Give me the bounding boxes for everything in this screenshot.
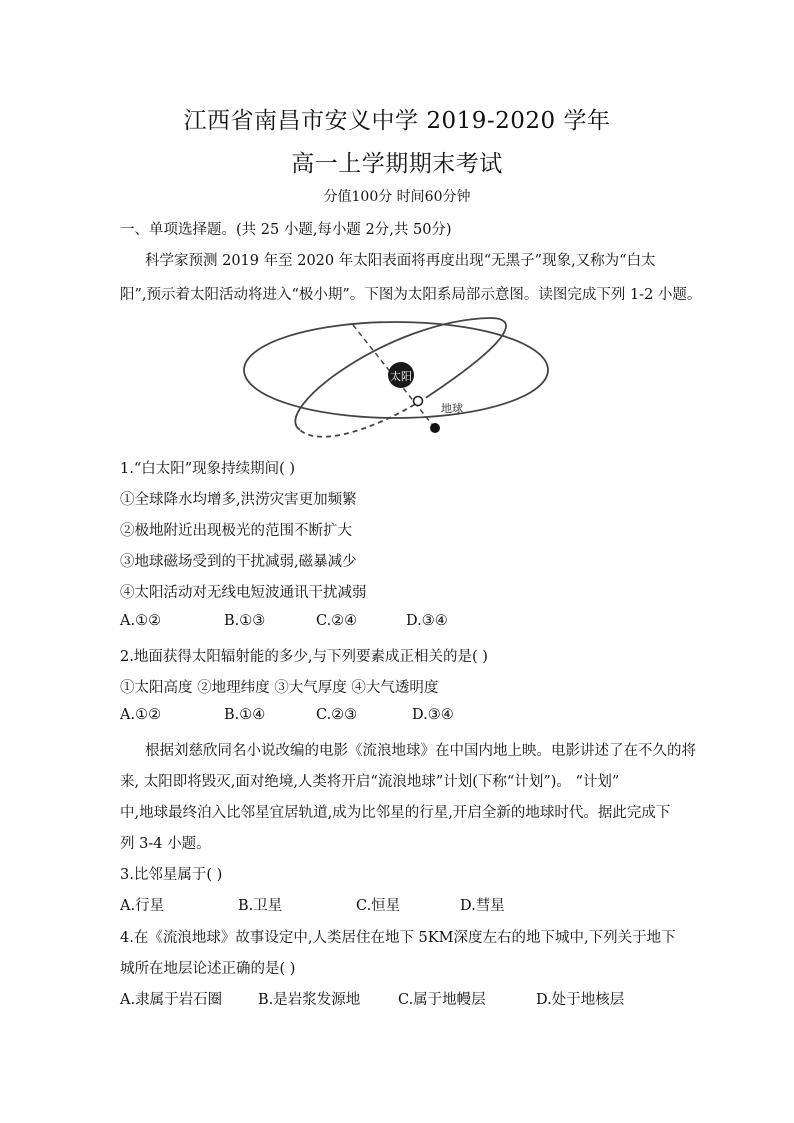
q1-option-b[interactable]: B.①③ (224, 613, 266, 629)
exam-meta: 分值100分 时间60分钟 (323, 189, 471, 205)
q1-stem: 1.“白太阳”现象持续期间( ) (120, 461, 296, 477)
q2-option-d[interactable]: D.③④ (412, 707, 454, 723)
solar-system-diagram (0, 0, 794, 460)
moon-icon (414, 397, 423, 406)
q4-option-d[interactable]: D.处于地核层 (536, 992, 625, 1008)
section-heading: 一、单项选择题。(共 25 小题,每小题 2分,共 50分) (120, 222, 452, 238)
q3-option-c[interactable]: C.恒星 (356, 898, 401, 914)
passage2-line1: 根据刘慈欣同名小说改编的电影《流浪地球》在中国内地上映。电影讲述了在不久的将 (145, 743, 696, 759)
q1-item-1: ①全球降水均增多,洪涝灾害更加频繁 (120, 492, 357, 508)
q1-item-3: ③地球磁场受到的干扰减弱,磁暴减少 (120, 554, 357, 570)
q2-option-c[interactable]: C.②③ (316, 707, 358, 723)
q3-option-d[interactable]: D.彗星 (460, 898, 505, 914)
q3-stem: 3.比邻星属于( ) (120, 867, 223, 883)
q4-option-a[interactable]: A.隶属于岩石圈 (120, 992, 223, 1008)
q4-option-b[interactable]: B.是岩浆发源地 (258, 992, 361, 1008)
q2-items: ①太阳高度 ②地理纬度 ③大气厚度 ④大气透明度 (120, 680, 439, 696)
passage2-line4: 列 3-4 小题。 (120, 836, 211, 852)
q3-option-a[interactable]: A.行星 (120, 898, 165, 914)
q2-option-b[interactable]: B.①④ (224, 707, 266, 723)
passage1-line1: 科学家预测 2019 年至 2020 年太阳表面将再度出现“无黑子”现象,又称为“白太 (145, 253, 656, 269)
q2-stem: 2.地面获得太阳辐射能的多少,与下列要素成正相关的是( ) (120, 649, 488, 665)
q2-option-a[interactable]: A.①② (120, 707, 162, 723)
document-title: 江西省南昌市安义中学 2019-2020 学年 (183, 108, 611, 134)
q1-item-4: ④太阳活动对无线电短波通讯干扰减弱 (120, 585, 367, 601)
q4-option-c[interactable]: C.属于地幔层 (398, 992, 486, 1008)
passage1-line2: 阳”,预示着太阳活动将进入“极小期”。下图为太阳系局部示意图。读图完成下列 1-2 小题。 (120, 287, 702, 303)
q1-option-d[interactable]: D.③④ (406, 613, 448, 629)
earth-icon (430, 423, 440, 433)
comet-orbit-dashed (300, 395, 430, 437)
q1-item-2: ②极地附近出现极光的范围不断扩大 (120, 523, 352, 539)
q4-stem-line2: 城所在地层论述正确的是( ) (120, 961, 296, 977)
q1-option-c[interactable]: C.②④ (316, 613, 358, 629)
q3-option-b[interactable]: B.卫星 (238, 898, 283, 914)
document-subtitle: 高一上学期期末考试 (291, 151, 503, 177)
earth-label: 地球 (441, 403, 463, 415)
q1-option-a[interactable]: A.①② (120, 613, 162, 629)
sun-label: 太阳 (390, 371, 412, 383)
passage2-line3: 中,地球最终泊入比邻星宜居轨道,成为比邻星的行星,开启全新的地球时代。据此完成下 (120, 805, 671, 821)
passage2-line2: 来, 太阳即将毁灭,面对绝境,人类将开启“流浪地球”计划(下称“计划”)。 “计划” (120, 774, 620, 790)
q4-stem-line1: 4.在《流浪地球》故事设定中,人类居住在地下 5KM深度左右的地下城中,下列关于地下 (120, 930, 676, 946)
